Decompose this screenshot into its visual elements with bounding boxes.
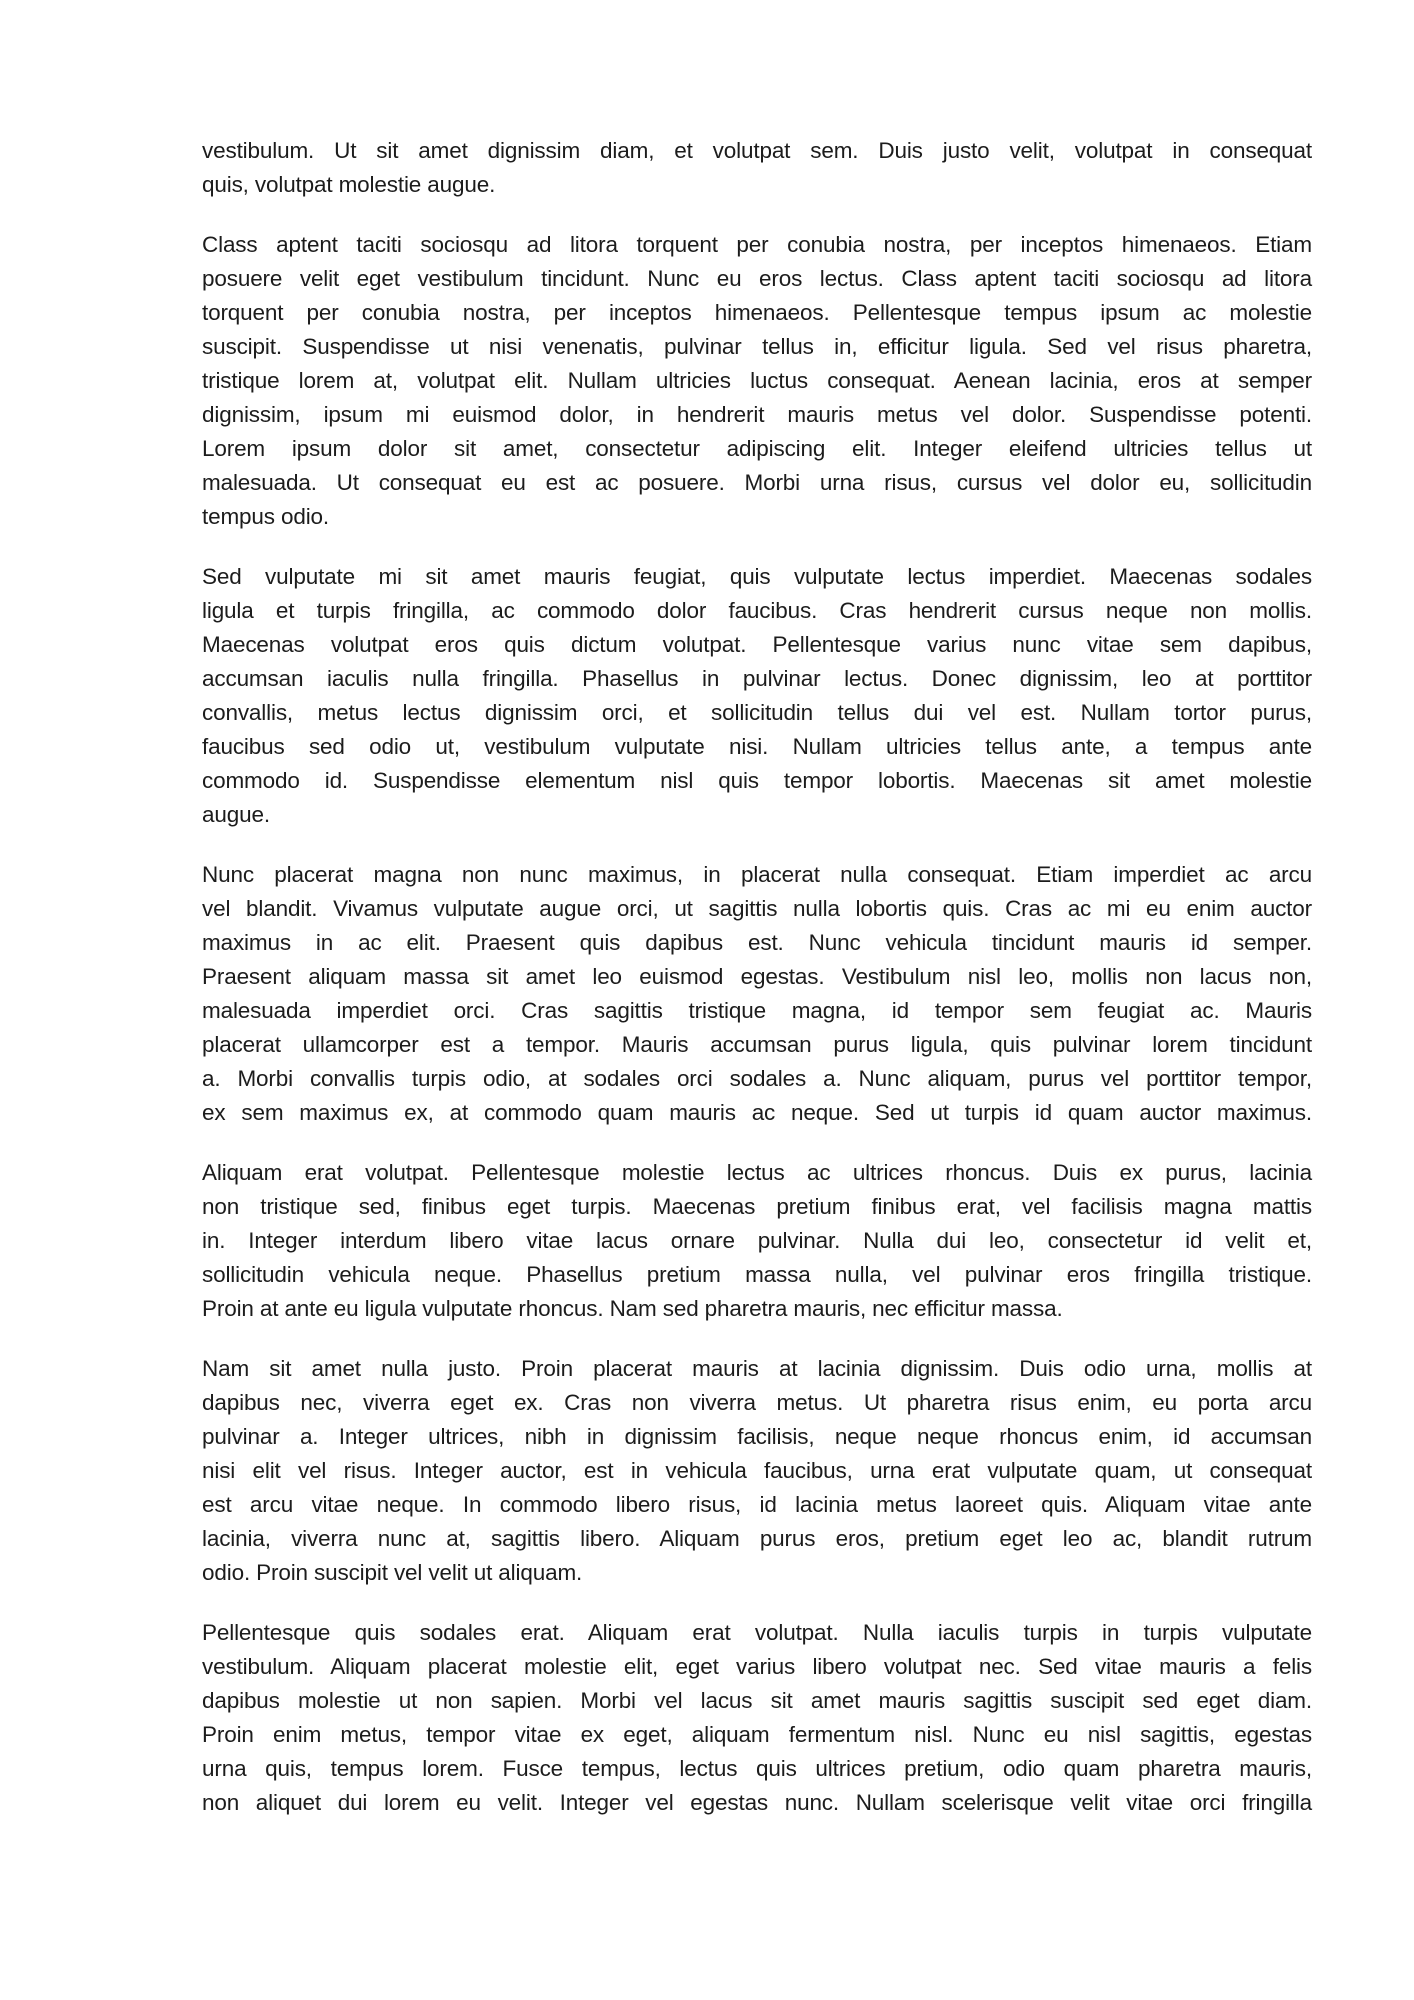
- text-line: Nunc placerat magna non nunc maximus, in placerat nulla consequat. Etiam imperdiet ac arcu: [202, 862, 1312, 887]
- text-line: Praesent aliquam massa sit amet leo euismod egestas. Vestibulum nisl leo, mollis non lacus non,: [202, 964, 1312, 989]
- text-line: Proin at ante eu ligula vulputate rhoncus. Nam sed pharetra mauris, nec efficitur massa.: [202, 1296, 1063, 1321]
- text-line: a. Morbi convallis turpis odio, at sodales orci sodales a. Nunc aliquam, purus vel porttitor tempor,: [202, 1066, 1312, 1091]
- text-line: urna quis, tempus lorem. Fusce tempus, lectus quis ultrices pretium, odio quam pharetra mauris,: [202, 1756, 1312, 1781]
- text-line: nisi elit vel risus. Integer auctor, est in vehicula faucibus, urna erat vulputate quam, ut consequat: [202, 1458, 1312, 1483]
- text-line: lacinia, viverra nunc at, sagittis libero. Aliquam purus eros, pretium eget leo ac, blandit rutrum: [202, 1526, 1312, 1551]
- text-line: tempus odio.: [202, 504, 330, 529]
- text-line: convallis, metus lectus dignissim orci, et sollicitudin tellus dui vel est. Nullam tortor purus,: [202, 700, 1312, 725]
- text-line: suscipit. Suspendisse ut nisi venenatis, pulvinar tellus in, efficitur ligula. Sed vel risus pharetra,: [202, 334, 1312, 359]
- paragraph-5: [202, 1156, 1312, 1326]
- text-line: Class aptent taciti sociosqu ad litora torquent per conubia nostra, per inceptos himenaeos. Etiam: [202, 232, 1312, 257]
- text-line: Nam sit amet nulla justo. Proin placerat mauris at lacinia dignissim. Duis odio urna, mollis at: [202, 1356, 1312, 1381]
- paragraph-6: [202, 1352, 1312, 1590]
- text-line: posuere velit eget vestibulum tincidunt. Nunc eu eros lectus. Class aptent taciti sociosqu ad litora: [202, 266, 1312, 291]
- text-line: Proin enim metus, tempor vitae ex eget, aliquam fermentum nisl. Nunc eu nisl sagittis, egestas: [202, 1722, 1312, 1747]
- text-line: placerat ullamcorper est a tempor. Mauris accumsan purus ligula, quis pulvinar lorem tincidunt: [202, 1032, 1312, 1057]
- text-line: quis, volutpat molestie augue.: [202, 172, 496, 197]
- text-line: Pellentesque quis sodales erat. Aliquam erat volutpat. Nulla iaculis turpis in turpis vulputate: [202, 1620, 1312, 1645]
- text-line: accumsan iaculis nulla fringilla. Phasellus in pulvinar lectus. Donec dignissim, leo at porttitor: [202, 666, 1312, 691]
- text-line: non tristique sed, finibus eget turpis. Maecenas pretium finibus erat, vel facilisis magna mattis: [202, 1194, 1312, 1219]
- text-line: malesuada. Ut consequat eu est ac posuere. Morbi urna risus, cursus vel dolor eu, sollicitudin: [202, 470, 1312, 495]
- text-line: vel blandit. Vivamus vulputate augue orci, ut sagittis nulla lobortis quis. Cras ac mi eu enim auctor: [202, 896, 1312, 921]
- document-page: [202, 134, 1312, 1846]
- text-line: malesuada imperdiet orci. Cras sagittis tristique magna, id tempor sem feugiat ac. Mauris: [202, 998, 1312, 1023]
- text-line: Lorem ipsum dolor sit amet, consectetur adipiscing elit. Integer eleifend ultricies tellus ut: [202, 436, 1312, 461]
- text-line: odio. Proin suscipit vel velit ut aliquam.: [202, 1560, 583, 1585]
- text-line: ligula et turpis fringilla, ac commodo dolor faucibus. Cras hendrerit cursus neque non mollis.: [202, 598, 1312, 623]
- paragraph-2: [202, 228, 1312, 534]
- text-line: est arcu vitae neque. In commodo libero risus, id lacinia metus laoreet quis. Aliquam vitae ante: [202, 1492, 1312, 1517]
- paragraph-3: [202, 560, 1312, 832]
- text-line: tristique lorem at, volutpat elit. Nullam ultricies luctus consequat. Aenean lacinia, eros at semper: [202, 368, 1312, 393]
- text-line: in. Integer interdum libero vitae lacus ornare pulvinar. Nulla dui leo, consectetur id velit et,: [202, 1228, 1312, 1253]
- text-line: Aliquam erat volutpat. Pellentesque molestie lectus ac ultrices rhoncus. Duis ex purus, lacinia: [202, 1160, 1312, 1185]
- text-line: faucibus sed odio ut, vestibulum vulputate nisi. Nullam ultricies tellus ante, a tempus ante: [202, 734, 1312, 759]
- text-line: ex sem maximus ex, at commodo quam mauris ac neque. Sed ut turpis id quam auctor maximus.: [202, 1100, 1312, 1125]
- text-line: Sed vulputate mi sit amet mauris feugiat, quis vulputate lectus imperdiet. Maecenas sodales: [202, 564, 1312, 589]
- text-line: commodo id. Suspendisse elementum nisl quis tempor lobortis. Maecenas sit amet molestie: [202, 768, 1312, 793]
- text-line: augue.: [202, 802, 270, 827]
- text-line: dignissim, ipsum mi euismod dolor, in hendrerit mauris metus vel dolor. Suspendisse potenti.: [202, 402, 1312, 427]
- text-line: dapibus molestie ut non sapien. Morbi vel lacus sit amet mauris sagittis suscipit sed eget diam.: [202, 1688, 1312, 1713]
- text-line: maximus in ac elit. Praesent quis dapibus est. Nunc vehicula tincidunt mauris id semper.: [202, 930, 1312, 955]
- paragraph-4: [202, 858, 1312, 1130]
- paragraph-1: [202, 134, 1312, 202]
- text-line: torquent per conubia nostra, per inceptos himenaeos. Pellentesque tempus ipsum ac molestie: [202, 300, 1312, 325]
- text-line: pulvinar a. Integer ultrices, nibh in dignissim facilisis, neque neque rhoncus enim, id accumsan: [202, 1424, 1312, 1449]
- text-line: sollicitudin vehicula neque. Phasellus pretium massa nulla, vel pulvinar eros fringilla tristique.: [202, 1262, 1312, 1287]
- text-line: vestibulum. Ut sit amet dignissim diam, et volutpat sem. Duis justo velit, volutpat in consequat: [202, 138, 1312, 163]
- text-line: dapibus nec, viverra eget ex. Cras non viverra metus. Ut pharetra risus enim, eu porta arcu: [202, 1390, 1312, 1415]
- text-line: Maecenas volutpat eros quis dictum volutpat. Pellentesque varius nunc vitae sem dapibus,: [202, 632, 1312, 657]
- text-line: vestibulum. Aliquam placerat molestie elit, eget varius libero volutpat nec. Sed vitae mauris a felis: [202, 1654, 1312, 1679]
- text-line: non aliquet dui lorem eu velit. Integer vel egestas nunc. Nullam scelerisque velit vitae orci fringilla: [202, 1790, 1312, 1815]
- paragraph-7: [202, 1616, 1312, 1820]
